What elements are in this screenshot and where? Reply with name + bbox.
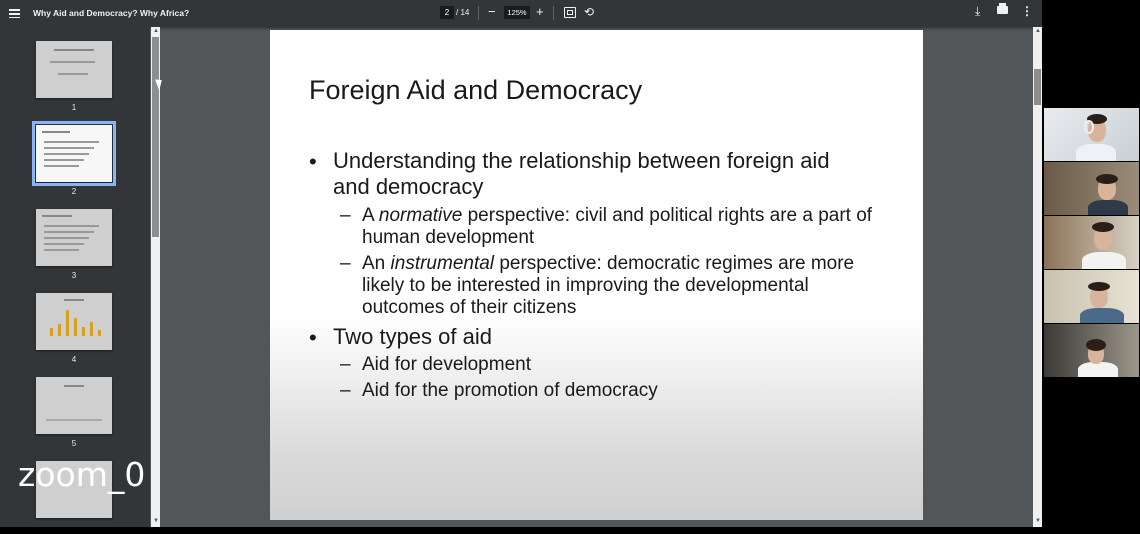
document-scrollbar[interactable]: ▲ ▼	[1033, 27, 1042, 527]
toolbar-divider	[478, 6, 479, 20]
thumbnail-number: 4	[71, 355, 77, 364]
thumbnail-number: 1	[71, 103, 77, 112]
page-thumbnail-4[interactable]	[36, 293, 112, 350]
thumbnail-sidebar	[0, 27, 150, 527]
participant-name-label: zoom_0	[18, 455, 146, 494]
thumbnail-number: 2	[71, 187, 77, 196]
participant-video-tile[interactable]	[1044, 108, 1139, 161]
thumbnail-number: 5	[71, 439, 77, 448]
pdf-toolbar	[0, 0, 1042, 27]
sub-bullet-democracy-promotion: Aid for the promotion of democracy	[362, 380, 658, 401]
participant-video-tile[interactable]	[1044, 324, 1139, 377]
sub-bullet-dash: –	[340, 354, 351, 375]
sub-bullet-dash: –	[340, 205, 351, 226]
fit-to-page-icon[interactable]	[564, 7, 576, 18]
toolbar-divider	[553, 6, 554, 20]
more-options-icon[interactable]: ⋮	[1021, 4, 1033, 18]
sub-bullet-dash: –	[340, 253, 351, 274]
sub-bullet-instrumental: An instrumental perspective: democratic regimes are more likely to be interested in improving the developmental outcomes of their citizens	[362, 253, 855, 318]
print-icon[interactable]	[997, 6, 1008, 14]
page-thumbnail-2[interactable]	[36, 125, 112, 182]
sidebar-scroll-thumb[interactable]	[152, 37, 159, 237]
participant-video-tile[interactable]	[1044, 162, 1139, 215]
sub-bullet-normative: A normative perspective: civil and political rights are a part of human development	[362, 205, 873, 248]
page-thumbnail-5[interactable]	[36, 377, 112, 434]
download-icon[interactable]: ⤓	[975, 4, 981, 18]
headphones-icon	[1084, 120, 1094, 134]
bullet-dot: •	[309, 149, 317, 174]
bullet-2: Two types of aid	[333, 324, 492, 349]
document-title: Why Aid and Democracy? Why Africa?	[33, 8, 190, 18]
slide-title: Foreign Aid and Democracy	[309, 75, 643, 105]
menu-icon[interactable]	[9, 7, 20, 19]
document-scroll-thumb[interactable]	[1034, 69, 1041, 105]
thumbnail-number: 3	[71, 271, 77, 280]
page-thumbnail-3[interactable]	[36, 209, 112, 266]
zoom-out-button[interactable]: −	[488, 4, 496, 19]
pdf-page	[270, 30, 923, 520]
zoom-in-button[interactable]: +	[536, 4, 544, 19]
rotate-icon[interactable]: ⟲	[584, 5, 595, 19]
bullet-1: Understanding the relationship between foreign aid and democracy	[333, 148, 830, 199]
page-total: / 14	[456, 8, 470, 17]
sub-bullet-development: Aid for development	[362, 354, 531, 375]
page-number-input[interactable]: 2	[440, 6, 454, 19]
participant-video-tile[interactable]	[1044, 216, 1139, 269]
zoom-level-input[interactable]: 125%	[504, 6, 530, 19]
sub-bullet-dash: –	[340, 380, 351, 401]
sidebar-scrollbar[interactable]: ▲ ▼	[151, 27, 160, 527]
page-thumbnail-1[interactable]	[36, 41, 112, 98]
bullet-dot: •	[309, 325, 317, 350]
participant-video-tile[interactable]	[1044, 270, 1139, 323]
video-gallery	[1044, 108, 1140, 376]
